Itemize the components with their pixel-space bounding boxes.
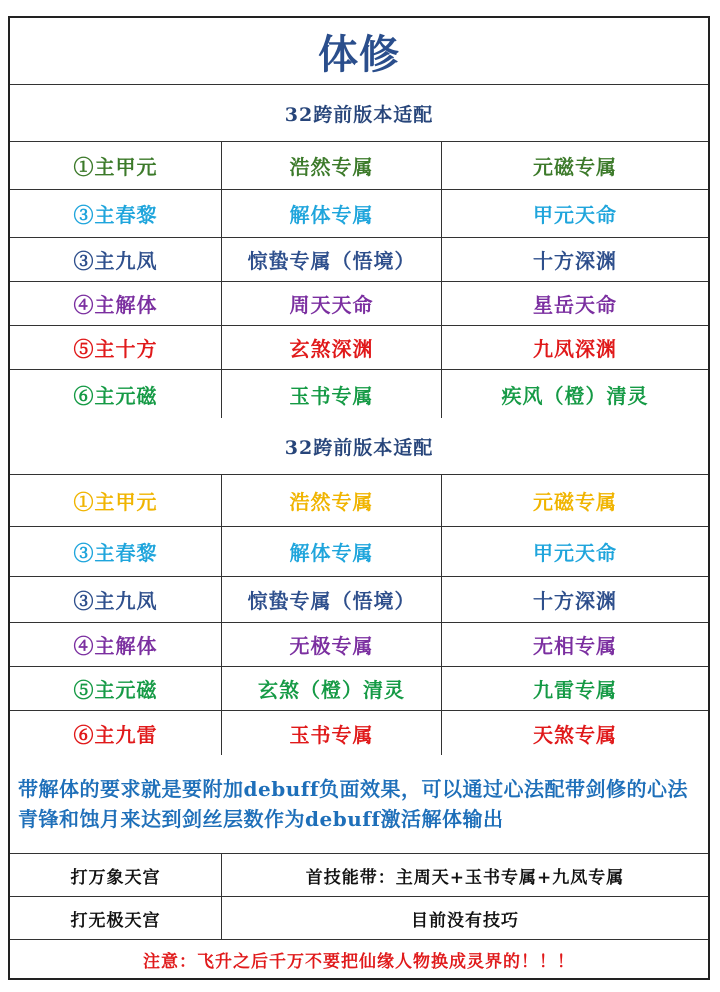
build-row bbox=[10, 527, 708, 577]
build-row bbox=[10, 711, 708, 755]
main-skill-cell: ③主九凤 bbox=[10, 238, 222, 281]
tip-row bbox=[10, 854, 708, 897]
build-row bbox=[10, 370, 708, 418]
equip-cell-1: 周天天命 bbox=[222, 282, 442, 325]
main-skill-cell: ⑤主元磁 bbox=[10, 667, 222, 710]
build-row bbox=[10, 623, 708, 667]
equip-cell-1: 浩然专属 bbox=[222, 475, 442, 526]
equip-cell-2: 无相专属 bbox=[533, 634, 617, 658]
equip-cell-2: 元磁专属 bbox=[533, 490, 617, 514]
main-skill-cell: ④主解体 bbox=[10, 282, 222, 325]
main-skill-cell: ④主解体 bbox=[10, 623, 222, 666]
main-skill-cell: ⑤主十方 bbox=[10, 326, 222, 369]
main-skill-cell: ①主甲元 bbox=[10, 475, 222, 526]
debuff-note: 带解体的要求就是要附加debuff负面效果，可以通过心法配带剑修的心法青锋和蚀月来达到剑丝层数作为debuff激活解体输出 bbox=[18, 777, 688, 831]
tip-row bbox=[10, 897, 708, 940]
equip-cell-1: 玄煞深渊 bbox=[222, 326, 442, 369]
main-skill-cell: ③主春黎 bbox=[10, 190, 222, 237]
section-1-heading: 32跨前版本适配 bbox=[284, 103, 434, 126]
equip-cell-1: 惊蛰专属（悟境） bbox=[222, 577, 442, 622]
build-row bbox=[10, 190, 708, 238]
equip-cell-2: 十方深渊 bbox=[533, 249, 617, 273]
equip-cell-2: 九凤深渊 bbox=[533, 337, 617, 361]
equip-cell-2: 九雷专属 bbox=[533, 678, 617, 702]
main-skill-cell: ①主甲元 bbox=[10, 142, 222, 189]
equip-cell-2: 天煞专属 bbox=[533, 722, 617, 747]
build-row bbox=[10, 667, 708, 711]
build-row bbox=[10, 577, 708, 623]
tip-value: 目前没有技巧 bbox=[411, 910, 519, 931]
equip-cell-1: 惊蛰专属（悟境） bbox=[222, 238, 442, 281]
warning-row bbox=[10, 940, 708, 978]
page-title: 体修 bbox=[318, 31, 400, 78]
section-1-heading-row bbox=[10, 85, 708, 142]
equip-cell-2: 星岳天命 bbox=[533, 293, 617, 317]
equip-cell-2: 甲元天命 bbox=[533, 541, 617, 565]
section-1-rows bbox=[10, 142, 708, 418]
section-2-rows bbox=[10, 475, 708, 755]
equip-cell-1: 无极专属 bbox=[222, 623, 442, 666]
build-row bbox=[10, 142, 708, 190]
build-row bbox=[10, 238, 708, 282]
tip-label: 打无极天宫 bbox=[10, 897, 222, 939]
equip-cell-2: 甲元天命 bbox=[533, 203, 617, 227]
note-row bbox=[10, 755, 708, 854]
section-2-heading-row bbox=[10, 418, 708, 475]
tip-value: 首技能带：主周天+玉书专属+九凤专属 bbox=[305, 867, 625, 888]
equip-cell-2: 元磁专属 bbox=[533, 155, 617, 179]
build-row bbox=[10, 475, 708, 527]
warning-text: 注意：飞升之后千万不要把仙缘人物换成灵界的！！！ bbox=[143, 951, 575, 972]
main-skill-cell: ③主九凤 bbox=[10, 577, 222, 622]
equip-cell-2: 十方深渊 bbox=[533, 589, 617, 613]
build-row bbox=[10, 326, 708, 370]
build-row bbox=[10, 282, 708, 326]
section-2-heading: 32跨前版本适配 bbox=[284, 436, 434, 459]
equip-cell-1: 玉书专属 bbox=[222, 711, 442, 755]
equip-cell-1: 玉书专属 bbox=[222, 370, 442, 418]
main-skill-cell: ⑥主九雷 bbox=[10, 711, 222, 755]
tip-label: 打万象天宫 bbox=[10, 854, 222, 896]
equip-cell-2: 疾风（橙）清灵 bbox=[501, 383, 649, 408]
build-table bbox=[8, 16, 710, 980]
equip-cell-1: 浩然专属 bbox=[222, 142, 442, 189]
main-skill-cell: ⑥主元磁 bbox=[10, 370, 222, 418]
equip-cell-1: 解体专属 bbox=[222, 527, 442, 576]
equip-cell-1: 解体专属 bbox=[222, 190, 442, 237]
title-row bbox=[10, 18, 708, 85]
main-skill-cell: ③主春黎 bbox=[10, 527, 222, 576]
equip-cell-1: 玄煞（橙）清灵 bbox=[222, 667, 442, 710]
